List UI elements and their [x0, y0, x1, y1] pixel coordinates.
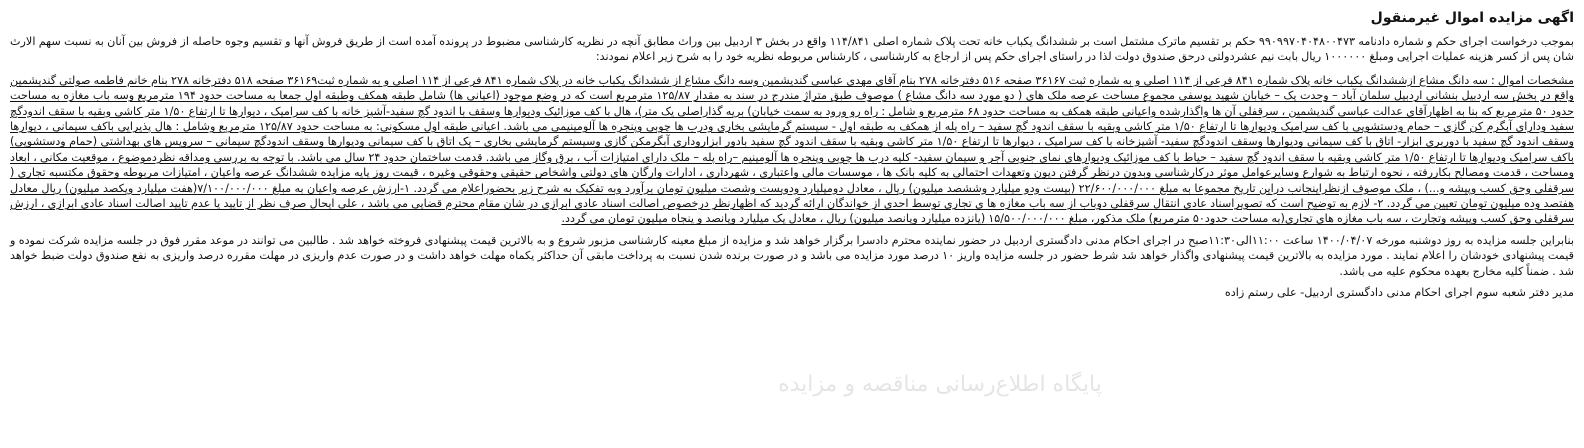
auction-session-paragraph: بنابراین جلسه مزایده به روز دوشنبه مورخه ۱۴۰۰/۰۴/۰۷ ساعت ۱۱:۰۰الی۱۱:۳۰صبح در اجرای احکام مدنی دادگستری اردبیل در حضور نماینده محترم دادسرا برگزار خواهد شد و مزایده از مبلغ معینه کارشناسی مزبور شروع و به بالاترین قیمت پیشنهادی فروخته خواهد شد . طالبین می توانند در موعد مقرر فوق در جلسه مزایده شرکت نموده و قیمت پیشنهادی خودشان را اعلام نمایند . مورد مزایده به بالاترین قیمت پیشنهادی واگذار خواهد شد شرط حضور در جلسه مزایده واریز ۱۰ درصد مورد مزایده می باشد و در صورت برنده شدن نسبت به پرداخت مابقی آن حداکثر یکماه مهلت خواهد داشت و در صورت عدم واریزی در مهلت مقرره درصد واریزی به نفع صندوق دولت ضبط خواهد شد . ضمناً کلیه مخارج بعهده محکوم علیه می باشد. — [10, 233, 1575, 278]
notice-title: اگهی مزایده اموال غیرمنقول — [1370, 10, 1574, 26]
property-specs-paragraph: مشخصات اموال : سه دانگ مشاع ازششدانگ یکباب خانه پلاک شماره ۸۴۱ فرعی از ۱۱۴ اصلی و به شماره ثبت ۳۶۱۶۷ صفحه ۵۱۶ دفترخانه ۲۷۸ بنام آقای مهدی عباسی گندیشمین وسه دانگ مشاع از ششدانگ یکباب خانه در پلاک شماره ۸۴۱ فرعی از ۱۱۴ اصلی و به شماره ثبت۳۶۱۶۹ صفحه ۵۱۸ دفترخانه ۲۷۸ بنام خانم فاطمه صولتی گندیشمین واقع در بخش سه اردبیل بنشانی اردبیل سلمان آباد – وحدت یک – خیابان شهید یوسفی مجموع مساحت عرصه ملک های ( دو مورد سه دانگ مشاع ) موصوف طبق متراژ مندرج در سند به مقدار ۱۲۵/۸۷ مترمربع است که در وضع موجود (اعیانی ها) شامل طبقه همکف وطبقه اول جمعا به مساحت حدود ۱۹۴ مترمربع وسه باب مغازه به مساحت حدود ۵۰ مترمربع که بنا به اظهارآقای عدالت عباسی گندیشمین ، سرقفلی آن ها واگذارشده واعیانی طبقه همکف به مساحت حدود ۶۸ مترمربع و شامل : راه رو ورود به سمت خیابان) بریه گذاراصلی یک متر)، هال با کف موزائیک ودیوارها وسقف با اندود گچ سفید-آشپز خانه با کف سرامیک ، دیوارها تا ارتفاع ۱/۵۰ متر کاشی وبقیه با سقف اندودگچ سفید ودارای آبگرم کن گازی – حمام ودستشویی با کف سرامیک ودیوارها تا ارتفاع ۱/۵۰ متر کاشی وبقیه با سقف اندود گچ سفید – راه پله از همکف به طبقه اول - سیستم گرمایشی بخاری ودرب ها چوبی وپنجره ها آلومینیمی می باشد. اعیانی طبقه اول مسکونی: به مساحت حدود ۱۲۵/۸۷ مترمربع وشامل : هال پذیرایی باکف سیمانی ، دیوارها وسقف اندود گچ سفید با دوربری ابزار- اتاق با کف سیمانی ودیوارها وسقف اندودگچ سفید- آشپزخانه با کف سرامیک ، دیوارها تا ارتفاع ۱/۵۰ متر کاشی وبقیه با سقف اندود گچ سفید بادور ابزاروداری آبگرمکن گازی وسیستم گرمایشی بخاری – یک اتاق با کف سیمانی ودیوارها وسقف اندودگچ سیمانی – سرویس های بهداشتی (حمام ودستشویی) باکف سرامیک ودیوارها تا ارتفاع ۱/۵۰ متر کاشی وبقیه با سقف اندود گچ سفید – حیاط با کف موزائیک ودیوارهای نمای جنوبی آجر و سیمان سفید- کلیه درب ها چوبی وپنجره ها آلومینیم –راه پله – ملک دارای امتیازات آب ، برق وگاز می باشد. قدمت ساختمان حدود ۲۴ سال می باشد. با توجه به بررسی ومداقه نظردموضوع ، موقعیت مکانی ، ابعاد ومساحت ، قدمت ومصالح بکاررفته ، نحوه ارتباط به شوارع وسایرعوامل موثر درکارشناسی وبدون درنظر گرفتن دیون وتعهدات احتمالی به کلیه بانک ها ، موسسات مالی واعتباری ، شهرداری ، ادارات وارگان های دولتی واشخاص حقیقی وحقوقی وغیره ، قیمت روز پایه مزایده ششدانگ عرصه واعیان ، امتیازات مربوطه وحقوق مکتسبه تجاری ( سرقفلی وحق کسب وپیشه و...) ، ملک موصوف ازنظراینجانب دراین تاریخ مجموعا به مبلغ ۲۲/۶۰۰/۰۰۰/۰۰۰ (بیست ودو میلیارد وششصد میلیون) ریال ، معادل دومیلیارد ودویست وشصت میلیون تومان برآورد وبه تفکیک به شرح زیر بحضوراعلام می گردد. ۱-ارزش عرصه واعیان به مبلغ ۷/۱۰۰/۰۰۰/۰۰۰(هفت میلیارد ویکصد میلیون) ریال معادل هفتصد وده میلیون تومان تعیین می گردد. ۲- لازم به توضیح است که تصویراسناد عادی انتقال سرقفلی دوباب از سه باب مغازه ها ی تجاری توسط احدی از خواندگان ارائه گردید که اظهارنظر درخصوص اصالت اسناد عادی ابرازی در شان مقام محترم قضایی می باشد ، علی ایحال صرف نظر از تایید یا عدم تایید اصالت اسناد عادی ابرازی ، ارزش سرقفلی وحق کسب وپیشه وتجارت ، سه باب مغازه های تجاری(به مساحت حدود۵۰ مترمربع) ملک مذکور، مبلغ ۱۵/۵۰۰/۰۰۰/۰۰۰ (پانزده میلیارد وپانصد میلیون) ریال ، معادل یک میلیارد وپانصد و پنجاه میلیون تومان می گردد. — [10, 73, 1575, 226]
intro-paragraph: بموجب درخواست اجرای حکم و شماره دادنامه ۹۹۰۹۹۷۰۴۰۴۸۰۰۴۷۳ حکم بر تقسیم ماترک مشتمل است بر ششدانگ یکباب خانه تحت پلاک شماره اصلی ۱۱۴/۸۴۱ واقع در بخش ۳ اردبیل بین وراث مطابق آنچه در نظریه کارشناسی مضبوط در پرونده آمده است از طریق فروش آنها و تقسیم وجوه حاصله از فروش بین آنان به نسبت سهم الارث شان پس از کسر هزینه عملیات اجرایی ومبلغ ۱۰۰۰۰۰۰ ریال بابت نیم عشردولتی درحق صندوق دولت لذا در راستای اجرای حکم پس از ارجاع به کارشناسی ، کارشناس مربوطه نظریه خود را به شرح زیر اعلام نمودند: — [10, 35, 1574, 64]
signature-line: مدیر دفتر شعبه سوم اجرای احکام مدنی دادگستری اردبیل- علی رستم زاده — [1224, 286, 1574, 300]
site-watermark: پایگاه اطلاع‌رسانی مناقصه و مزایده — [778, 372, 1102, 397]
